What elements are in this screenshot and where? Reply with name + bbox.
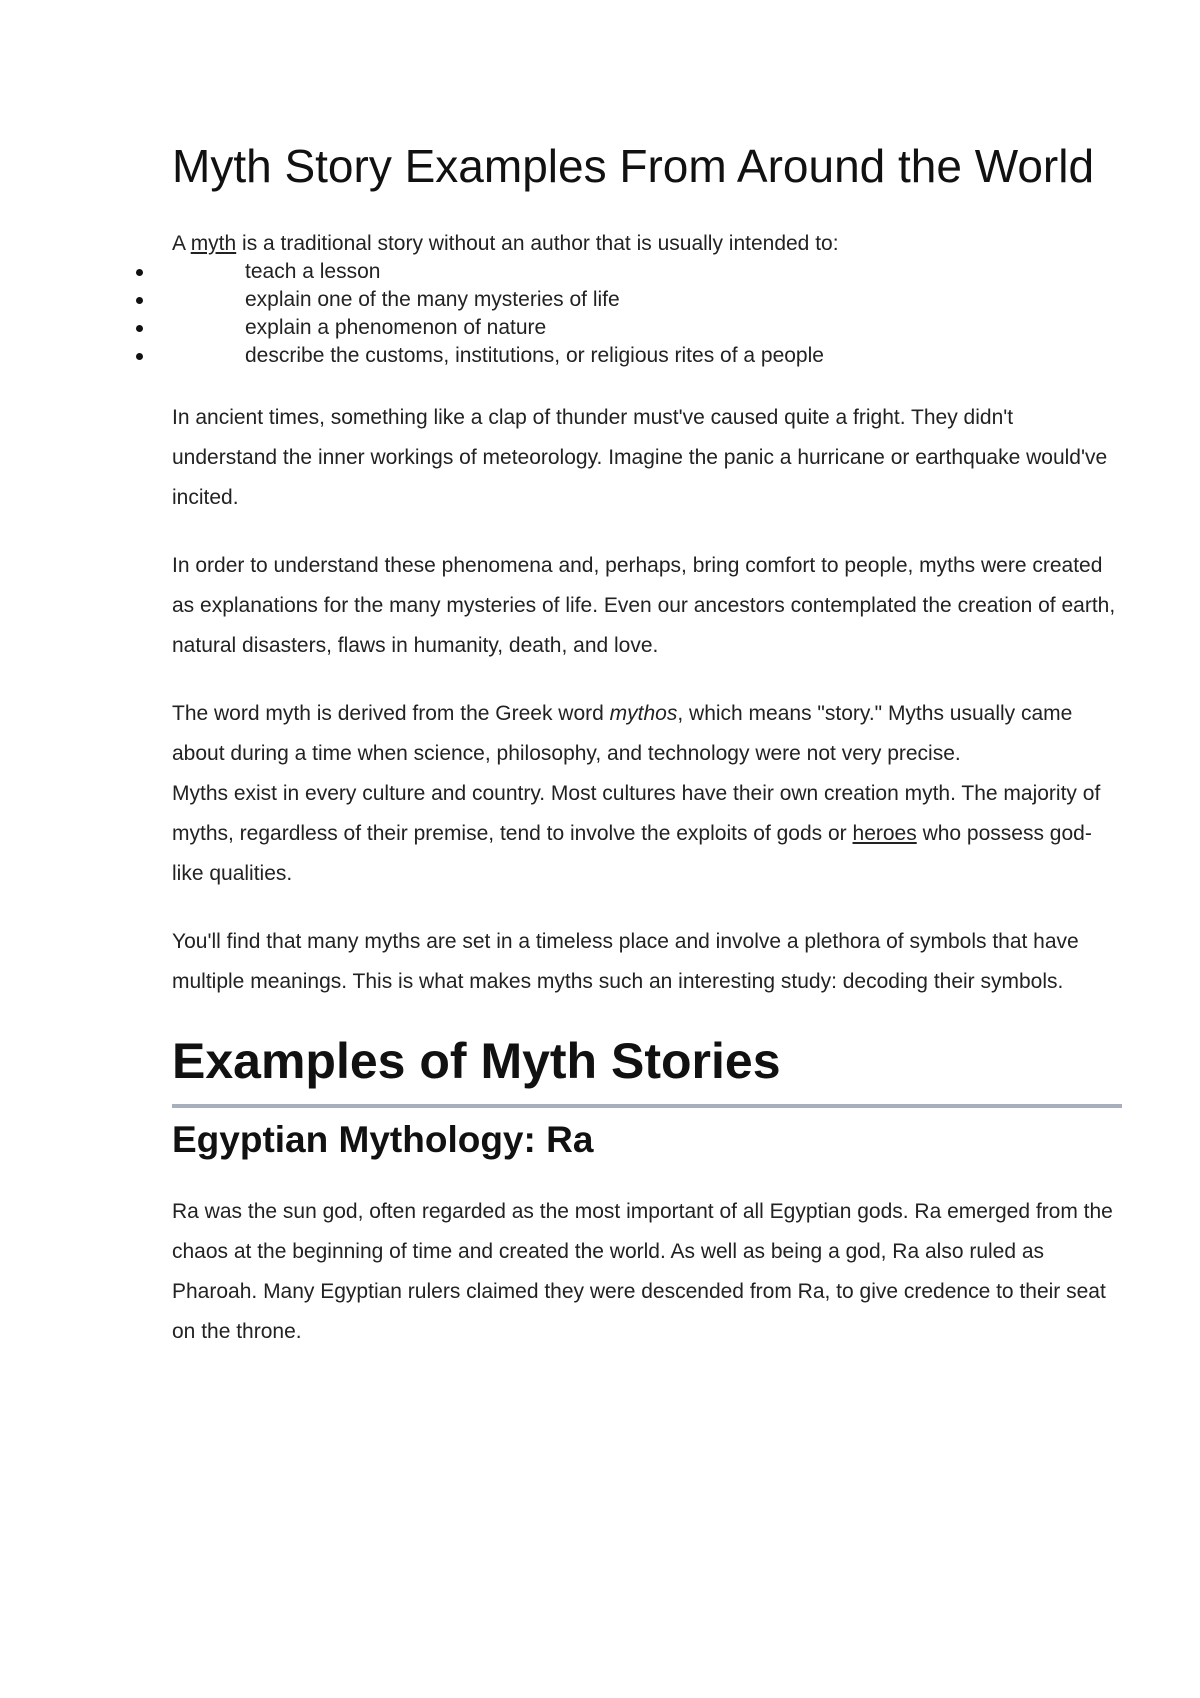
- bullet-icon: [136, 353, 143, 360]
- document-page: [172, 138, 1122, 1352]
- p3-prefix: The word myth is derived from the Greek word: [172, 702, 610, 725]
- paragraph-ra: Ra was the sun god, often regarded as the most important of all Egyptian gods. Ra emerged from the chaos at the beginning of time and created the world. As well as being a god, Ra also ruled as Pharoah. Many Egyptian rulers claimed they were descended from Ra, to give credence to their seat on the throne.: [172, 1200, 1113, 1343]
- paragraph-word-origin: [172, 694, 1122, 774]
- intro-sentence: [172, 230, 1122, 258]
- p3-suffix: , which means "story." Myths usually came about during a time when science, philosophy, and technology were not very precise.: [172, 702, 1073, 765]
- section-divider: [172, 1104, 1122, 1108]
- page-title: Myth Story Examples From Around the World: [172, 140, 1095, 192]
- bullet-icon: [136, 269, 143, 276]
- section-heading: Examples of Myth Stories: [172, 1033, 781, 1089]
- bullet-icon: [136, 297, 143, 304]
- list-item-text: explain a phenomenon of nature: [245, 316, 547, 339]
- list-item: [172, 286, 1122, 314]
- intro-prefix: A: [172, 232, 191, 255]
- list-item-text: describe the customs, institutions, or religious rites of a people: [245, 344, 824, 367]
- list-item: [172, 258, 1122, 286]
- p4-prefix: Myths exist in every culture and country. Most cultures have their own creation myth. The majority of myths, regardless of their premise, tend to involve the exploits of gods or: [172, 782, 1101, 845]
- list-item: [172, 342, 1122, 370]
- paragraph-understanding: In order to understand these phenomena and, perhaps, bring comfort to people, myths were created as explanations for the many mysteries of life. Even our ancestors contemplated the creation of earth, natural disasters, flaws in humanity, death, and love.: [172, 554, 1116, 657]
- myth-link[interactable]: myth: [190, 232, 237, 255]
- intro-suffix: is a traditional story without an author that is usually intended to:: [236, 232, 839, 255]
- heroes-link[interactable]: heroes: [852, 822, 917, 845]
- paragraph-symbols: You'll find that many myths are set in a timeless place and involve a plethora of symbols that have multiple meanings. This is what makes myths such an interesting study: decoding their symbols.: [172, 930, 1079, 993]
- purpose-list: [172, 258, 1122, 370]
- list-item-text: teach a lesson: [245, 260, 381, 283]
- list-item: [172, 314, 1122, 342]
- paragraph-cultures: [172, 774, 1122, 894]
- mythos-term: mythos: [609, 702, 678, 725]
- bullet-icon: [136, 325, 143, 332]
- p4-suffix: who possess god-like qualities.: [172, 822, 1092, 885]
- list-item-text: explain one of the many mysteries of life: [245, 288, 620, 311]
- subsection-heading: Egyptian Mythology: Ra: [172, 1119, 594, 1160]
- paragraph-ancient-times: In ancient times, something like a clap of thunder must've caused quite a fright. They didn't understand the inner workings of meteorology. Imagine the panic a hurricane or earthquake would've incited.: [172, 406, 1108, 509]
